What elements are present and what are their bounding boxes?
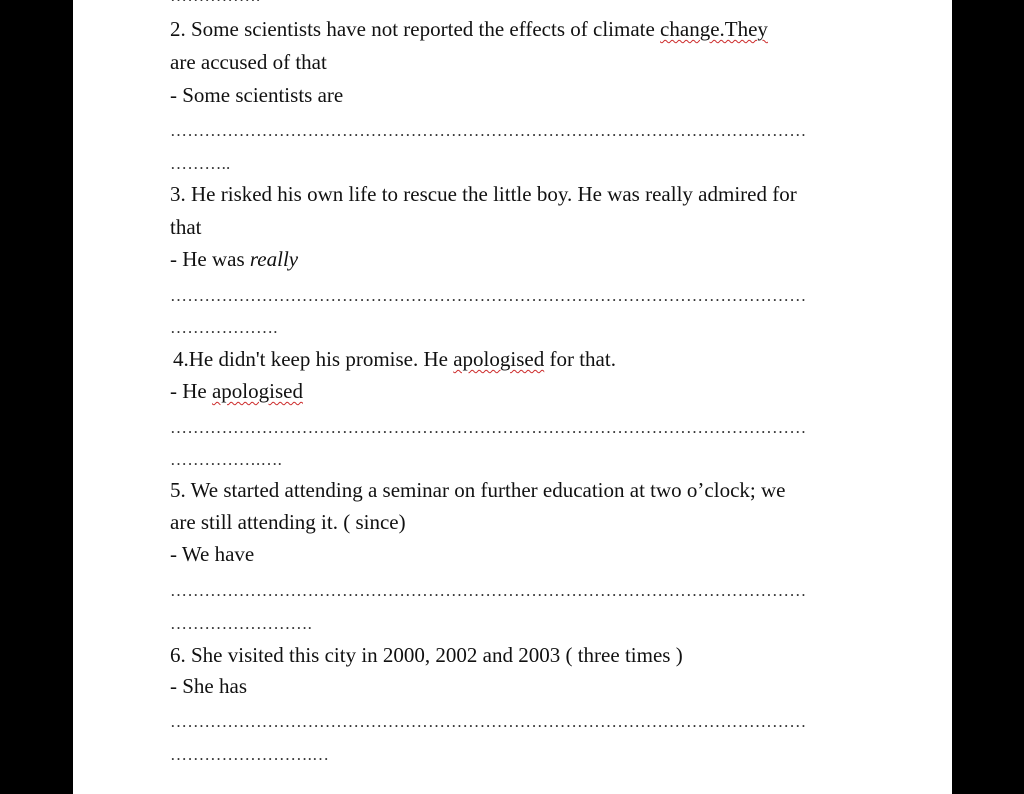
question-3-line-1: 3. He risked his own life to rescue the little boy. He was really admired for [170, 182, 797, 206]
question-3-line-2: that [170, 215, 202, 239]
question-5-answer-blank[interactable]: ………………………………………………………………………………………………… [170, 581, 807, 600]
question-2-text: 2. Some scientists have not reported the effects of climate [170, 17, 661, 41]
question-3-answer-line [170, 246, 298, 272]
question-3-answer-blank[interactable]: ………………………………………………………………………………………………… [170, 286, 807, 305]
question-2-line-1 [170, 16, 768, 42]
question-6-answer-blank[interactable]: ………………………………………………………………………………………………… [170, 712, 807, 731]
question-3-answer-italic: really [249, 247, 299, 271]
question-4-text-end: for that. [544, 347, 616, 371]
spellcheck-word[interactable]: apologised [211, 379, 303, 403]
question-2-answer-blank-cont[interactable]: ……….. [170, 154, 231, 173]
question-5-answer-prefix: - We have [170, 542, 255, 566]
top-dotted-fragment [170, 0, 260, 6]
spellcheck-word[interactable]: change.They [660, 17, 768, 41]
question-2-line-2: are accused of that [170, 50, 327, 74]
question-3-answer-prefix: - He was [170, 247, 250, 271]
document-page [73, 0, 952, 794]
question-4-text: 4.He didn't keep his promise. He [173, 347, 454, 371]
question-3-answer-blank-cont[interactable]: ………………. [170, 318, 278, 337]
question-5-answer-blank-cont[interactable]: ……………………. [170, 614, 313, 633]
question-4-answer-blank-cont[interactable]: …………….…. [170, 450, 283, 469]
question-4-answer-blank[interactable]: ………………………………………………………………………………………………… [170, 418, 807, 437]
question-4-answer-line [170, 378, 303, 404]
question-2-answer-blank[interactable]: ………………………………………………………………………………………………… [170, 121, 807, 140]
question-6-answer-blank-cont[interactable]: …………………….… [170, 745, 330, 764]
question-5-line-2: are still attending it. ( since) [170, 510, 406, 534]
spellcheck-word[interactable]: apologised [453, 347, 545, 371]
question-6-answer-prefix: - She has [170, 674, 247, 698]
question-5-line-1: 5. We started attending a seminar on further education at two o’clock; we [170, 478, 786, 502]
question-2-answer-prefix: - Some scientists are [170, 83, 344, 107]
question-4-line-1 [173, 346, 616, 372]
question-4-answer-prefix: - He [170, 379, 212, 403]
question-6-line-1: 6. She visited this city in 2000, 2002 and 2003 ( three times ) [170, 643, 683, 667]
